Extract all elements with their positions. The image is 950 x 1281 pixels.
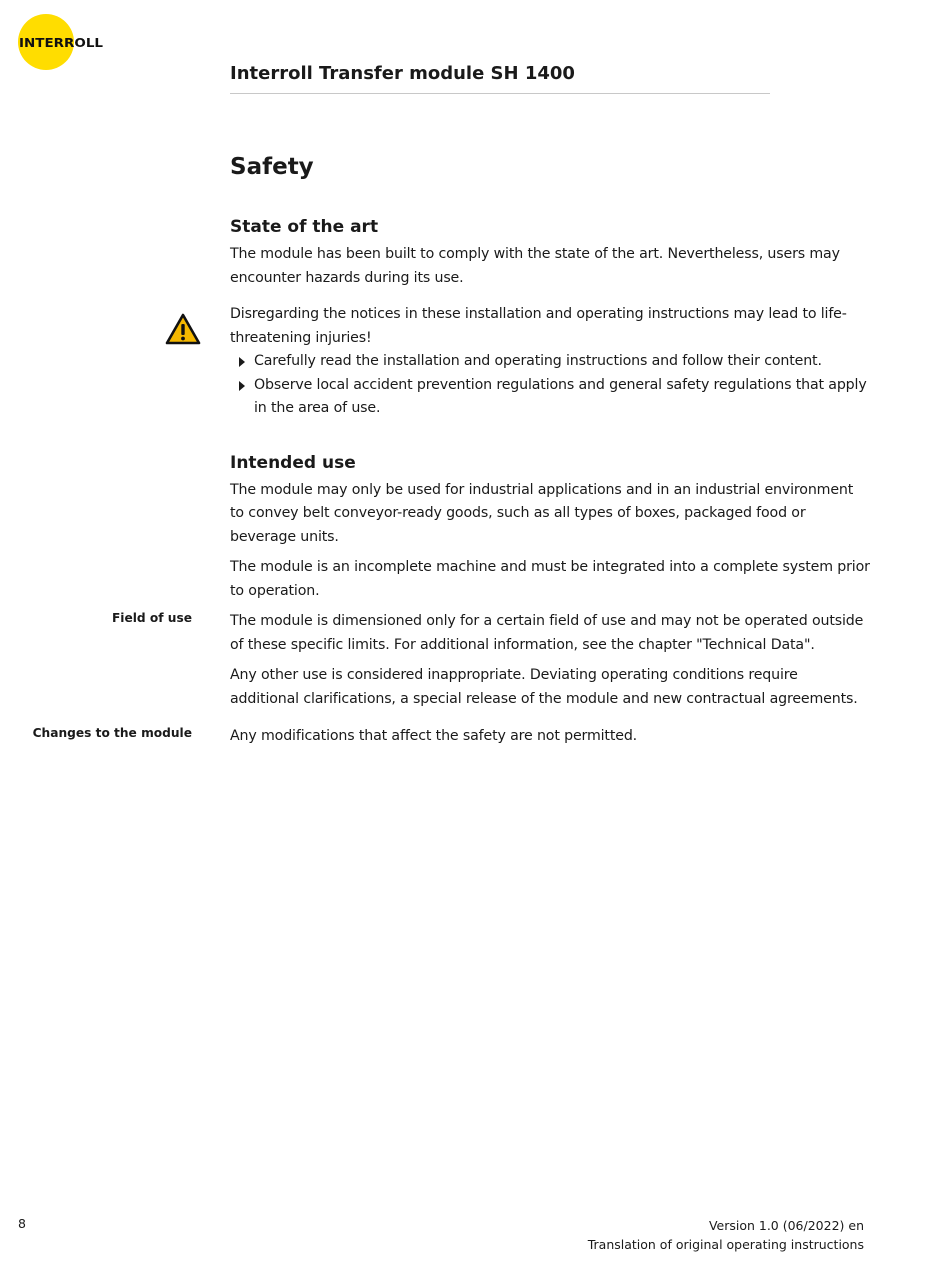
list-item-text: Carefully read the installation and operating instructions and follow their content. bbox=[254, 353, 822, 369]
section-heading: State of the art bbox=[230, 217, 379, 237]
warning-text: Disregarding the notices in these installation and operating instructions may lead to life-threatening injuries! bbox=[230, 306, 847, 346]
instruction-list bbox=[230, 350, 870, 421]
version-text: Version 1.0 (06/2022) en bbox=[708, 1218, 864, 1233]
header-divider bbox=[230, 93, 770, 94]
section-state-of-the-art bbox=[230, 214, 870, 421]
section-intended-use bbox=[32, 450, 870, 749]
paragraph: The module may only be used for industrial applications and in an industrial environment to convey belt conveyor-ready goods, such as all types of boxes, packaged food or beverage units. bbox=[230, 481, 854, 545]
side-label-field-of-use: Field of use bbox=[111, 611, 192, 625]
field-of-use-block bbox=[111, 610, 870, 711]
document-title: Interroll Transfer module SH 1400 bbox=[230, 63, 575, 84]
paragraph: Any modifications that affect the safety are not permitted. bbox=[230, 728, 638, 744]
paragraph: The module has been built to comply with the state of the art. Nevertheless, users may encounter hazards during its use. bbox=[230, 246, 840, 286]
warning-triangle-icon bbox=[165, 313, 201, 345]
list-item bbox=[230, 350, 870, 374]
paragraph: The module is dimensioned only for a certain field of use and may not be operated outside of these specific limits. For additional information, see the chapter "Technical Data". bbox=[230, 613, 864, 653]
footer-info bbox=[588, 1216, 864, 1254]
chapter-title: Safety bbox=[230, 154, 314, 180]
paragraph: Any other use is considered inappropriate. Deviating operating conditions require additional clarifications, a special release of the module and new contractual agreements. bbox=[230, 667, 858, 707]
interroll-logo bbox=[18, 13, 108, 71]
bullet-arrow-icon bbox=[239, 357, 245, 367]
logo-text: INTERROLL bbox=[19, 35, 104, 50]
section-heading: Intended use bbox=[230, 452, 356, 473]
page-number: 8 bbox=[18, 1216, 26, 1231]
warning-notice bbox=[230, 303, 870, 421]
side-label-changes: Changes to the module bbox=[32, 726, 192, 740]
bullet-arrow-icon bbox=[239, 381, 245, 391]
changes-block bbox=[32, 725, 870, 749]
list-item-text: Observe local accident prevention regulations and general safety regulations that apply in the area of use. bbox=[254, 376, 867, 416]
paragraph: The module is an incomplete machine and must be integrated into a complete system prior to operation. bbox=[230, 559, 870, 599]
main-content bbox=[32, 150, 870, 749]
translation-note: Translation of original operating instructions bbox=[587, 1237, 864, 1252]
list-item bbox=[230, 374, 870, 421]
